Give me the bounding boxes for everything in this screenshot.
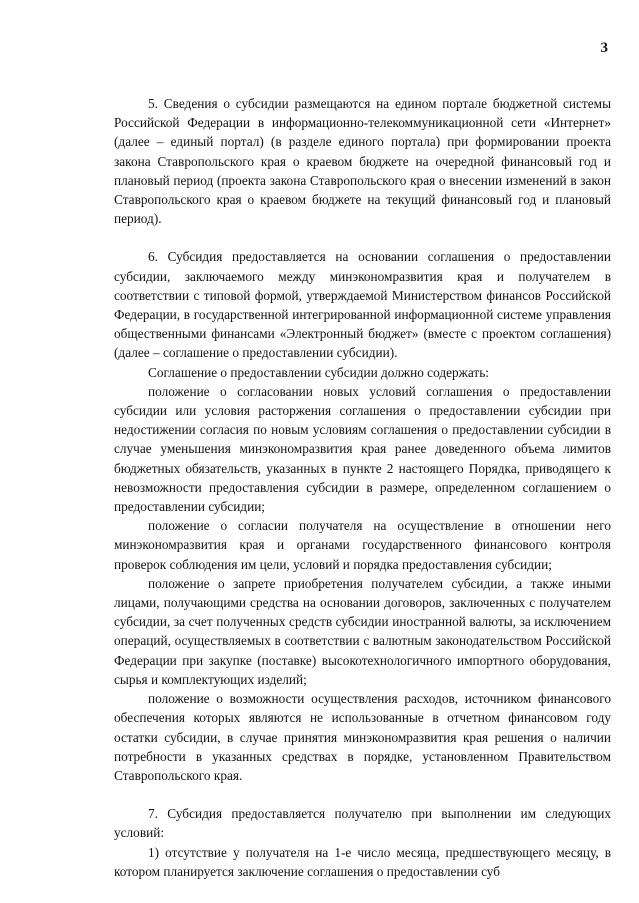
paragraph-7-item-1: 1) отсутствие у получателя на 1-е число месяца, предшествующего месяцу, в котором планируется заключение соглашения о предоставлении суб xyxy=(114,844,611,879)
paragraph-provision-unused-balances: положение о возможности осуществления расходов, источником финансового обеспечения которых являются не использованные в отчетном финансовом году остатки субсидии, в случае принятия минэкономразвития края решения о наличии потребности в указанных средствах в порядке, установленном Правительством Ставропольского края. xyxy=(114,691,611,783)
paragraph-7: 7. Субсидия предоставляется получателю при выполнении им следующих условий: xyxy=(114,806,611,841)
paragraph-agreement-intro: Соглашение о предоставлении субсидии должно содержать: xyxy=(148,364,489,380)
page-number: 3 xyxy=(600,40,608,56)
document-body xyxy=(114,94,611,881)
paragraph-provision-new-conditions: положение о согласовании новых условий соглашения о предоставлении субсидии или условия расторжения соглашения о предоставлении субсидии при недостижении согласия по новым условиям соглашения о предоставлении субсидии в случае уменьшения минэкономразвития края ранее доведенного объема лимитов бюджетных обязательств, указанных в пункте 2 настоящего Порядка, приводящего к невозможности предоставления субсидии в размере, определенном соглашением о предоставлении субсидии; xyxy=(114,383,611,515)
paragraph-provision-currency-ban: положение о запрете приобретения получателем субсидии, а также иными лицами, получающими средства на основании договоров, заключенных с получателем субсидии, за счет полученных средств субсидии иностранной валюты, за исключением операций, осуществляемых в соответствии с валютным законодательством Российской Федерации при закупке (поставке) высокотехнологичного импортного оборудования, сырья и комплектующих изделий; xyxy=(114,575,611,687)
paragraph-6: 6. Субсидия предоставляется на основании соглашения о предоставлении субсидии, заключаемого между минэкономразвития края и получателем в соответствии с типовой формой, утверждаемой Министерством финансов Российской Федерации, в государственной интегрированной информационной системе управления общественными финансами «Электронный бюджет» (вместе с проектом соглашения) (далее – соглашение о предоставлении субсидии). xyxy=(114,249,611,361)
paragraph-5: 5. Сведения о субсидии размещаются на едином портале бюджетной системы Российской Федерации в информационно-телекоммуникационной сети «Интернет» (далее – единый портал) (в разделе единого портала) при формировании проекта закона Ставропольского края о краевом бюджете на очередной финансовый год и плановый период (проекта закона Ставропольского края о внесении изменений в закон Ставропольского края о краевом бюджете на текущий финансовый год и плановый период). xyxy=(114,96,611,227)
paragraph-provision-consent: положение о согласии получателя на осуществление в отношении него минэкономразвития края и органами государственного финансового контроля проверок соблюдения им цели, условий и порядка предоставления субсидии; xyxy=(114,518,611,572)
